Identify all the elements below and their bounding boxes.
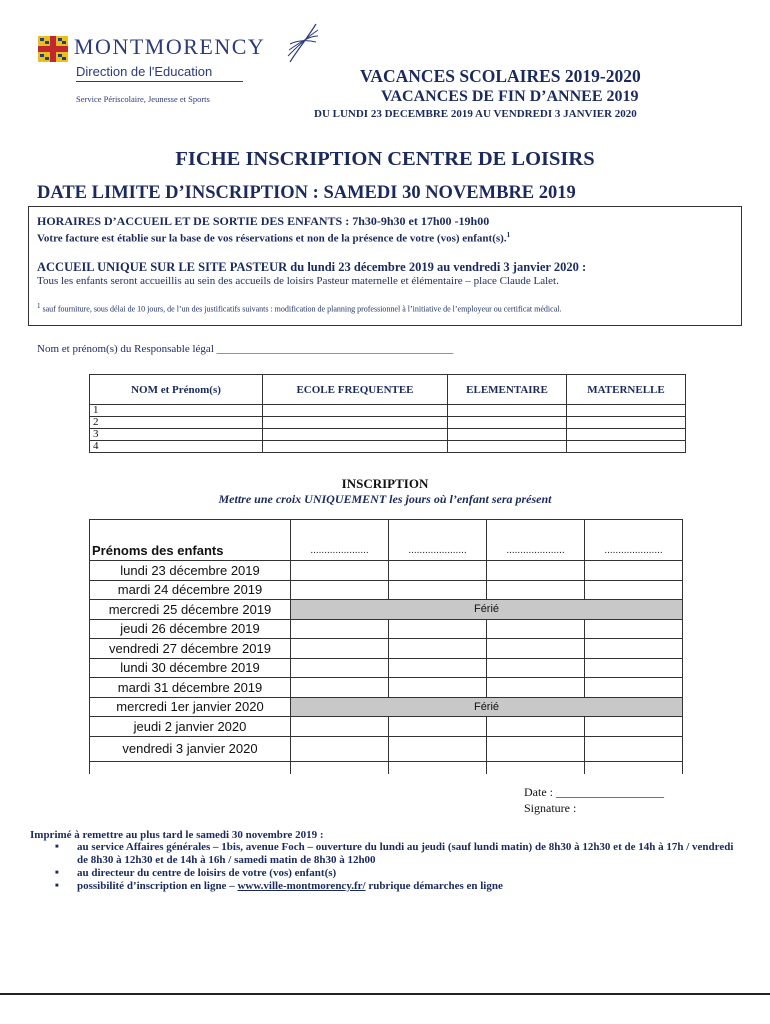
presence-header-row: [90, 520, 683, 561]
presence-checkbox[interactable]: [585, 717, 683, 737]
header-title-1: VACANCES SCOLAIRES 2019-2020: [360, 66, 641, 86]
presence-checkbox[interactable]: [487, 717, 585, 737]
presence-checkbox[interactable]: [585, 580, 683, 600]
presence-checkbox[interactable]: [389, 717, 487, 737]
presence-checkbox[interactable]: [291, 736, 389, 761]
presence-checkbox[interactable]: [291, 561, 389, 581]
presence-checkbox[interactable]: [389, 658, 487, 678]
presence-checkbox[interactable]: [487, 561, 585, 581]
logo-name: MONTMORENCY: [74, 34, 266, 59]
date-field[interactable]: Date : __________________: [524, 785, 664, 799]
bottom-divider: [0, 993, 770, 995]
cell-input[interactable]: [263, 417, 448, 429]
col-school: ECOLE FREQUENTEE: [263, 375, 448, 405]
presence-checkbox[interactable]: [585, 639, 683, 659]
spacer-cell: [487, 761, 585, 774]
list-item: ■ au directeur du centre de loisirs de votre (vos) enfant(s): [45, 867, 745, 880]
child-name-field[interactable]: .....................: [585, 520, 683, 561]
day-row: [90, 697, 683, 717]
montmorency-coat-of-arms-icon: [38, 36, 68, 62]
day-label: jeudi 26 décembre 2019: [90, 619, 291, 639]
col-maternelle: MATERNELLE: [567, 375, 686, 405]
website-link[interactable]: www.ville-montmorency.fr/: [237, 880, 366, 892]
table-row[interactable]: [90, 405, 686, 417]
table-row[interactable]: [90, 417, 686, 429]
cell-input[interactable]: [567, 417, 686, 429]
presence-checkbox[interactable]: [585, 561, 683, 581]
form-title: FICHE INSCRIPTION CENTRE DE LOISIRS: [175, 148, 595, 170]
cell-input[interactable]: [567, 441, 686, 453]
list-item: [45, 880, 745, 893]
presence-checkbox[interactable]: [291, 678, 389, 698]
presence-checkbox[interactable]: [291, 658, 389, 678]
deadline: DATE LIMITE D’INSCRIPTION : SAMEDI 30 NOVEMBRE 2019: [37, 183, 576, 203]
hours-text: HORAIRES D’ACCUEIL ET DE SORTIE DES ENFANTS : 7h30-9h30 et 17h00 -19h00: [37, 214, 490, 228]
invoice-text-content: Votre facture est établie sur la base de vos réservations et non de la présence de votre (vos) enfant(s).: [37, 232, 507, 245]
child-name-field[interactable]: .....................: [487, 520, 585, 561]
presence-checkbox[interactable]: [487, 678, 585, 698]
invoice-text: [37, 231, 510, 245]
responsible-field[interactable]: Nom et prénom(s) du Responsable légal ___________________________________________: [37, 343, 454, 355]
print-note: Imprimé à remettre au plus tard le samedi 30 novembre 2019 :: [30, 829, 324, 841]
presence-checkbox[interactable]: [389, 678, 487, 698]
children-table-header: [90, 375, 686, 405]
row-number: 1: [90, 405, 263, 417]
instructions-list: [45, 841, 745, 893]
cell-input[interactable]: [263, 405, 448, 417]
single-site-text: ACCUEIL UNIQUE SUR LE SITE PASTEUR du lundi 23 décembre 2019 au vendredi 3 janvier 2020 :: [37, 260, 587, 274]
row-number: 3: [90, 429, 263, 441]
day-label: vendredi 3 janvier 2020: [90, 736, 291, 761]
spacer-cell: [585, 761, 683, 774]
presence-checkbox[interactable]: [291, 639, 389, 659]
presence-checkbox[interactable]: [585, 658, 683, 678]
cell-input[interactable]: [263, 429, 448, 441]
signature-field[interactable]: Signature :: [524, 801, 577, 815]
presence-checkbox[interactable]: [291, 580, 389, 600]
footnote-text: sauf fourniture, sous délai de 10 jours, de l’un des justificatifs suivants : modification de planning professionnel à l’initiative de l’employeur ou certificat médical.: [42, 304, 562, 314]
day-row: [90, 619, 683, 639]
child-name-field[interactable]: .....................: [389, 520, 487, 561]
single-site-detail: Tous les enfants seront accueillis au sein des accueils de loisirs Pasteur maternelle et élémentaire – place Claude Lalet.: [37, 275, 559, 287]
day-row: [90, 658, 683, 678]
cell-input[interactable]: [448, 405, 567, 417]
footnote: [37, 302, 561, 314]
day-label: vendredi 27 décembre 2019: [90, 639, 291, 659]
day-row: [90, 639, 683, 659]
day-row: [90, 717, 683, 737]
inscription-title: INSCRIPTION: [341, 476, 429, 491]
children-names-label: Prénoms des enfants: [90, 520, 291, 561]
presence-checkbox[interactable]: [389, 561, 487, 581]
day-label: mardi 24 décembre 2019: [90, 580, 291, 600]
logo-service: Service Périscolaire, Jeunesse et Sports: [76, 94, 210, 104]
day-label: mercredi 1er janvier 2020: [90, 697, 291, 717]
online-prefix: possibilité d’inscription en ligne –: [77, 880, 238, 892]
presence-checkbox[interactable]: [487, 619, 585, 639]
presence-checkbox[interactable]: [291, 619, 389, 639]
presence-checkbox[interactable]: [291, 717, 389, 737]
day-row: [90, 561, 683, 581]
logo-underline: [76, 81, 243, 82]
presence-checkbox[interactable]: [487, 736, 585, 761]
online-suffix: rubrique démarches en ligne: [365, 880, 503, 892]
day-row: [90, 600, 683, 620]
inscription-subtitle: Mettre une croix UNIQUEMENT les jours où l’enfant sera présent: [218, 492, 552, 506]
presence-checkbox[interactable]: [585, 736, 683, 761]
table-row[interactable]: [90, 441, 686, 453]
cell-input[interactable]: [448, 417, 567, 429]
spacer-cell: [90, 761, 291, 774]
cell-input[interactable]: [263, 441, 448, 453]
presence-table: [89, 519, 683, 774]
presence-checkbox[interactable]: [585, 678, 683, 698]
logo-swirl-icon: [286, 22, 320, 64]
table-row[interactable]: [90, 429, 686, 441]
day-label: mercredi 25 décembre 2019: [90, 600, 291, 620]
day-label: mardi 31 décembre 2019: [90, 678, 291, 698]
holiday-cell: Férié: [291, 697, 683, 717]
header-dates: DU LUNDI 23 DECEMBRE 2019 AU VENDREDI 3 JANVIER 2020: [314, 108, 637, 120]
holiday-cell: Férié: [291, 600, 683, 620]
spacer-row: [90, 761, 683, 774]
presence-checkbox[interactable]: [389, 580, 487, 600]
day-row: [90, 736, 683, 761]
presence-checkbox[interactable]: [389, 736, 487, 761]
presence-checkbox[interactable]: [389, 639, 487, 659]
cell-input[interactable]: [448, 441, 567, 453]
child-name-field[interactable]: .....................: [291, 520, 389, 561]
presence-checkbox[interactable]: [487, 580, 585, 600]
day-row: [90, 678, 683, 698]
spacer-cell: [291, 761, 389, 774]
presence-checkbox[interactable]: [487, 639, 585, 659]
list-item: ■ au service Affaires générales – 1bis, avenue Foch – ouverture du lundi au jeudi (sauf lundi matin) de 8h30 à 12h30 et de 14h à 17h / vendredi de 8h30 à 12h30 et de 14h à 16h / samedi matin de 8h30 à 12h00: [45, 841, 745, 867]
day-label: jeudi 2 janvier 2020: [90, 717, 291, 737]
spacer-cell: [389, 761, 487, 774]
day-row: [90, 580, 683, 600]
children-table: [89, 374, 686, 453]
footnote-number: 1: [37, 302, 41, 310]
col-elementaire: ELEMENTAIRE: [448, 375, 567, 405]
presence-checkbox[interactable]: [487, 658, 585, 678]
header-title-2: VACANCES DE FIN D’ANNEE 2019: [381, 88, 639, 105]
col-name: NOM et Prénom(s): [90, 375, 263, 405]
day-label: lundi 23 décembre 2019: [90, 561, 291, 581]
footnote-mark: 1: [506, 231, 511, 239]
day-label: lundi 30 décembre 2019: [90, 658, 291, 678]
cell-input[interactable]: [448, 429, 567, 441]
logo-direction: Direction de l'Education: [76, 64, 213, 79]
row-number: 2: [90, 417, 263, 429]
presence-checkbox[interactable]: [585, 619, 683, 639]
row-number: 4: [90, 441, 263, 453]
presence-checkbox[interactable]: [389, 619, 487, 639]
cell-input[interactable]: [567, 429, 686, 441]
cell-input[interactable]: [567, 405, 686, 417]
